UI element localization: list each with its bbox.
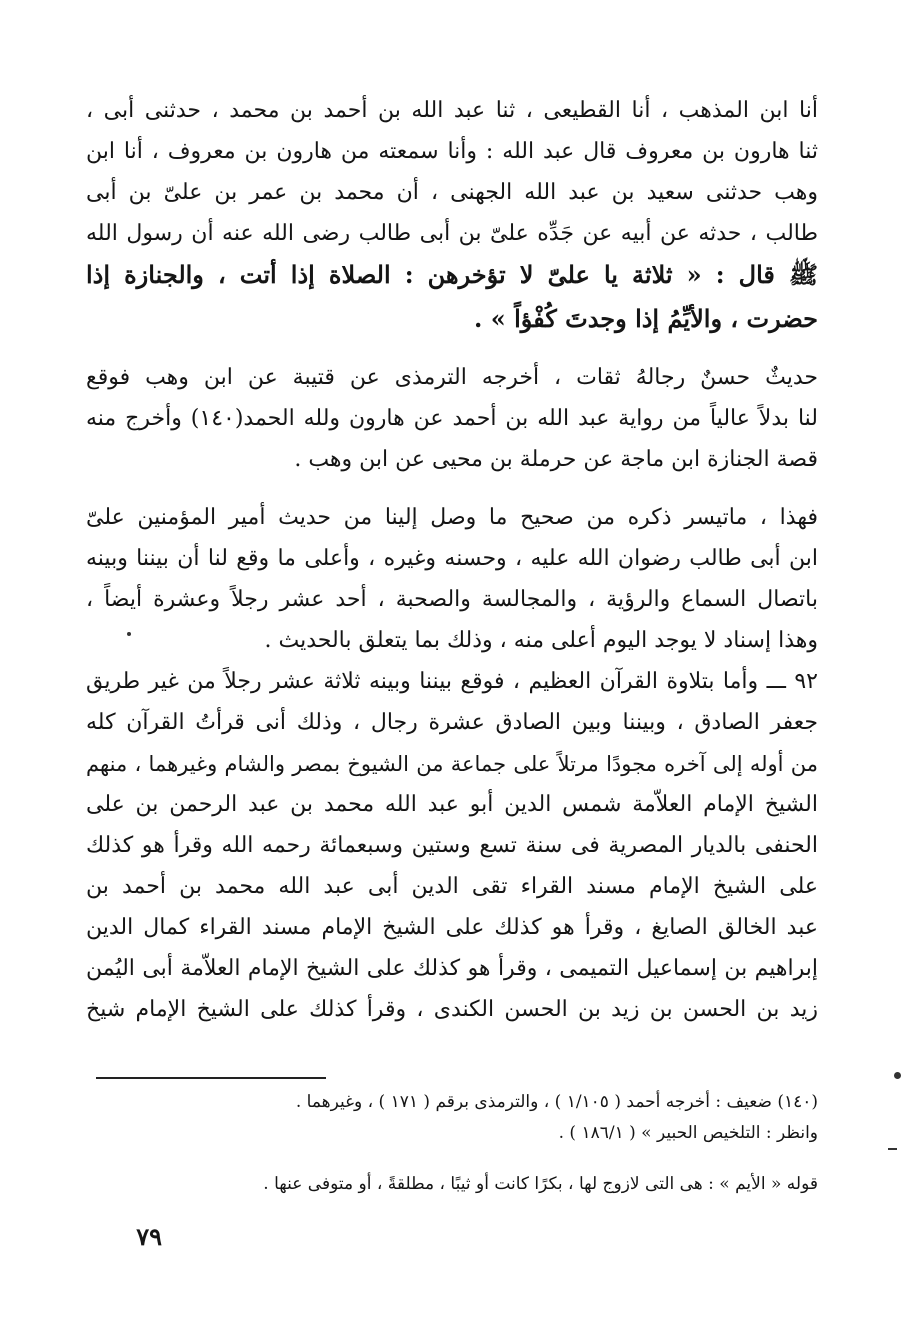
footnote-line: وانظر : التلخيص الحبير » ( ١٨٦/١ ) . — [558, 1123, 818, 1143]
text-line: قصة الجنازة ابن ماجة عن حرملة بن محيى عن ابن وهب . — [294, 447, 818, 472]
footnote-separator — [96, 1077, 326, 1079]
text-line: الحنفى بالديار المصرية فى سنة تسع وستين وسبعمائة رحمه الله وقرأ هو كذلك — [86, 833, 818, 858]
text-line: وهذا إسناد لا يوجد اليوم أعلى منه ، وذلك بما يتعلق بالحديث . — [264, 628, 818, 653]
text-line: باتصال السماع والرؤية ، والمجالسة والصحبة ، أحد عشر رجلاً وعشرة أيضاً ، — [86, 587, 818, 612]
text-line: لنا بدلاً عالياً من رواية عبد الله بن أحمد عن هارون ولله الحمد(١٤٠) وأخرج منه — [86, 406, 819, 431]
text-line: جعفر الصادق ، وبيننا وبين الصادق عشرة رجال ، وذلك أنى قرأتُ القرآن كله — [86, 710, 818, 735]
hadith-text-line: حضرت ، والأيِّمُ إذا وجدتَ كُفْؤاً » . — [474, 304, 818, 333]
text-line: ٩٢ ـــ وأما بتلاوة القرآن العظيم ، فوقع بيننا وبينه ثلاثة عشر رجلاً من غير طريق — [86, 669, 818, 694]
text-line: أنا ابن المذهب ، أنا القطيعى ، ثنا عبد الله بن أحمد بن محمد ، حدثنى أبى ، — [86, 98, 818, 123]
page-number: ٧٩ — [136, 1222, 162, 1251]
text-line: فهذا ، ماتيسر ذكره من صحيح ما وصل إلينا من حديث أمير المؤمنين علىّ — [86, 505, 818, 530]
text-line: عبد الخالق الصايغ ، وقرأ هو كذلك على الشيخ الإمام مسند القراء كمال الدين — [86, 915, 818, 940]
text-line: على الشيخ الإمام مسند القراء تقى الدين أبى عبد الله محمد بن أحمد بن — [86, 874, 818, 899]
text-line: ثنا هارون بن معروف قال عبد الله : وأنا سمعته من هارون بن معروف ، أنا ابن — [86, 139, 818, 164]
text-line: طالب ، حدثه عن أبيه عن جَدِّه علىّ بن أبى طالب رضى الله عنه أن رسول الله — [86, 221, 818, 246]
text-line: من أوله إلى آخره مجودًا مرتلاً على جماعة من الشيوخ بمصر والشام وغيرهما ، منهم — [86, 752, 818, 776]
text-line: ابن أبى طالب رضوان الله عليه ، وحسنه وغيره ، وأعلى ما وقع لنا أن بيننا وبينه — [86, 546, 818, 571]
text-line: زيد بن الحسن بن زيد بن الحسن الكندى ، وقرأ كذلك على الشيخ الإمام شيخ — [86, 997, 818, 1022]
scan-speck — [888, 1148, 897, 1150]
scan-speck — [894, 1072, 901, 1079]
hadith-text-line: ﷺ قال : « ثلاثة يا علىّ لا تؤخرهن : الصلاة إذا أتت ، والجنازة إذا — [86, 260, 818, 289]
text-line: الشيخ الإمام العلاّمة شمس الدين أبو عبد الله محمد بن عبد الرحمن بن على — [86, 792, 818, 817]
text-line: حديثٌ حسنٌ رجالهُ ثقات ، أخرجه الترمذى عن قتيبة عن ابن وهب فوقع — [86, 365, 818, 390]
text-line: إبراهيم بن إسماعيل التميمى ، وقرأ هو كذلك على الشيخ الإمام العلاّمة أبى اليُمن — [86, 956, 818, 981]
footnote-line: قوله « الأيم » : هى التى لازوج لها ، بكرًا كانت أو ثيبًا ، مطلقةً ، أو متوفى عنها . — [263, 1174, 818, 1194]
footnote-line: (١٤٠) ضعيف : أخرجه أحمد ( ١/١٠٥ ) ، والترمذى برقم ( ١٧١ ) ، وغيرهما . — [295, 1092, 818, 1112]
scan-speck — [127, 632, 131, 636]
text-line: وهب حدثنى سعيد بن عبد الله الجهنى ، أن محمد بن عمر بن علىّ بن أبى — [86, 180, 818, 205]
